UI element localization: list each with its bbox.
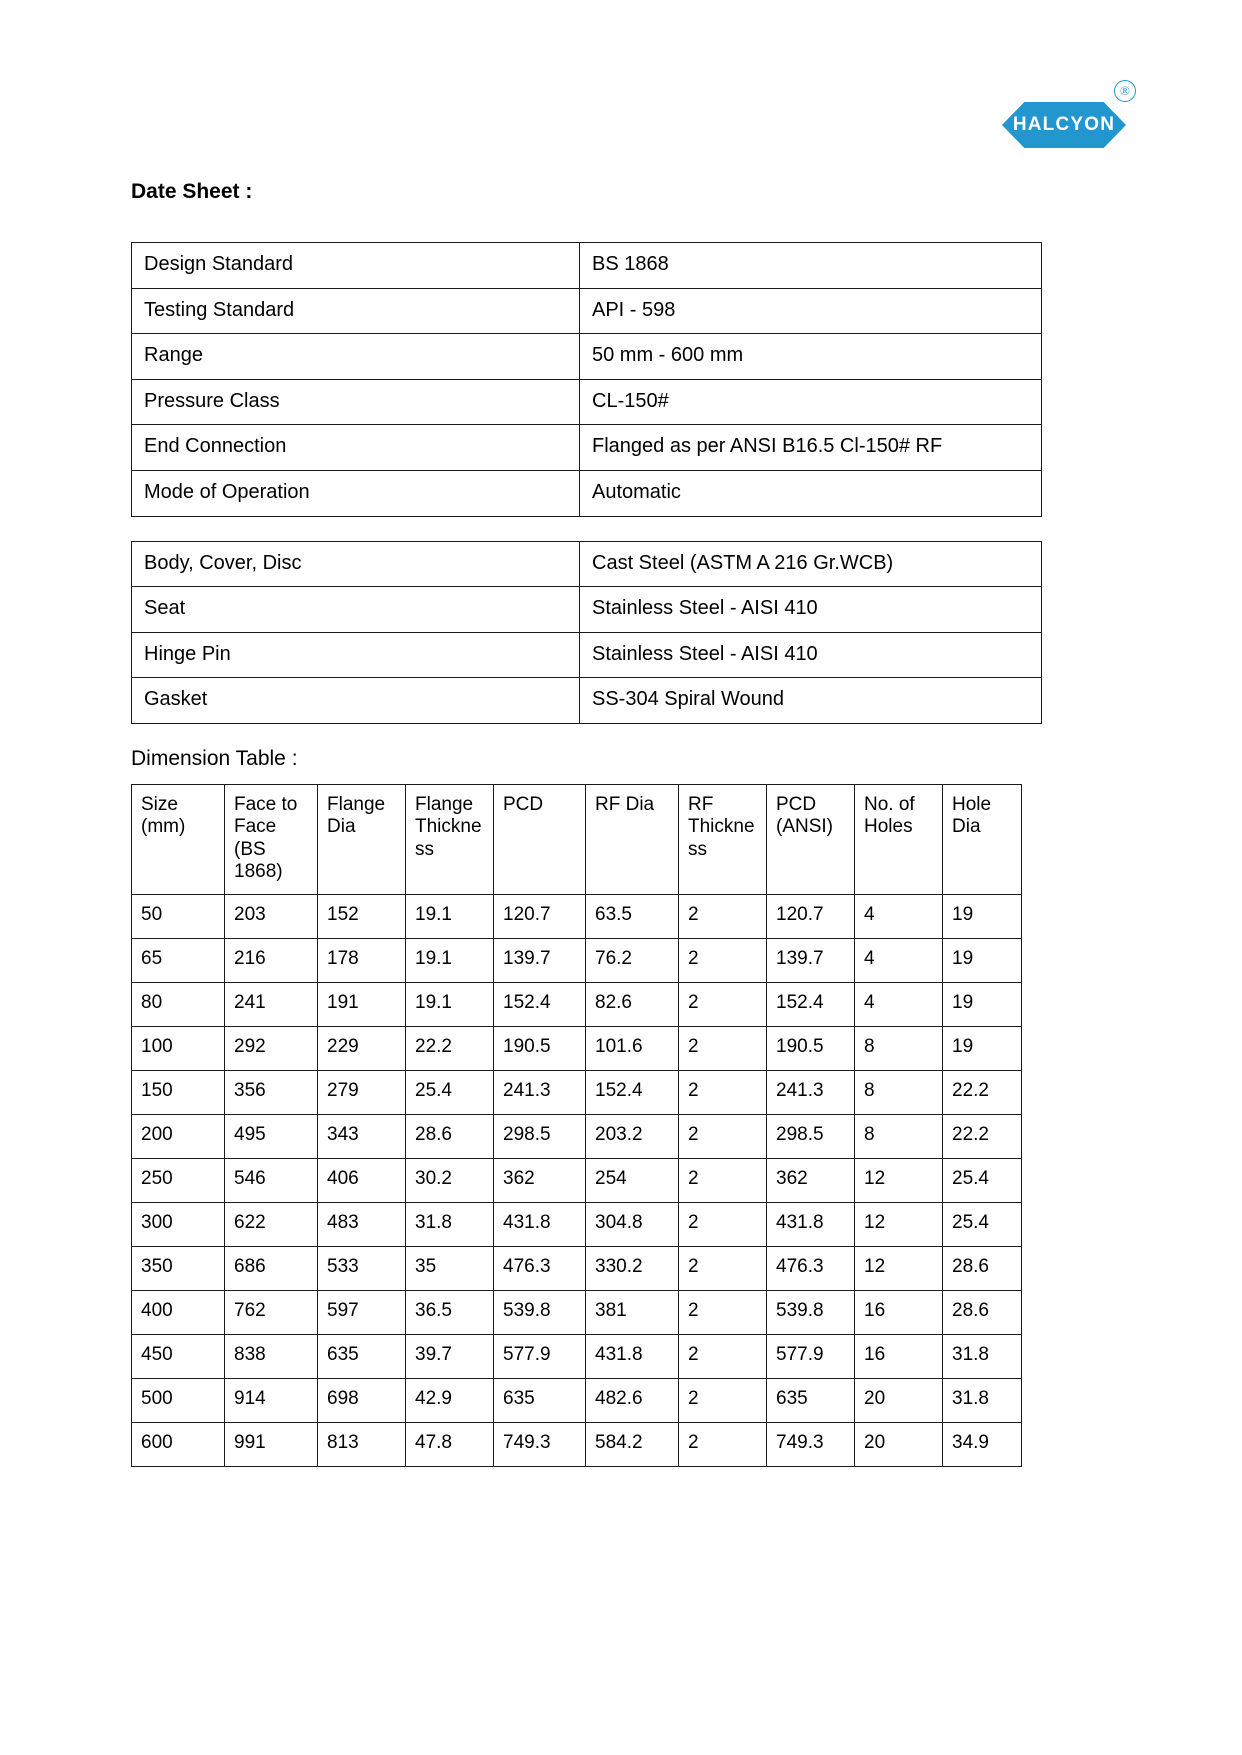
cell-size: 500 (132, 1378, 225, 1422)
cell-pcd-ansi: 539.8 (767, 1290, 855, 1334)
cell-pcd-ansi: 476.3 (767, 1246, 855, 1290)
spec-key: End Connection (132, 425, 580, 471)
table-row (132, 1378, 1022, 1422)
table-row (132, 541, 1042, 587)
spec-value: BS 1868 (580, 243, 1042, 289)
cell-hole-dia: 19 (943, 1026, 1022, 1070)
cell-face-to-face: 686 (225, 1246, 318, 1290)
column-header-size: Size (mm) (132, 784, 225, 894)
cell-flange-dia: 597 (318, 1290, 406, 1334)
cell-rf-thickness: 2 (679, 938, 767, 982)
cell-rf-thickness: 2 (679, 894, 767, 938)
cell-rf-thickness: 2 (679, 1246, 767, 1290)
cell-no-of-holes: 4 (855, 982, 943, 1026)
cell-face-to-face: 762 (225, 1290, 318, 1334)
cell-size: 300 (132, 1202, 225, 1246)
table-header-row (132, 784, 1022, 894)
cell-flange-dia: 229 (318, 1026, 406, 1070)
cell-no-of-holes: 20 (855, 1422, 943, 1466)
cell-flange-dia: 343 (318, 1114, 406, 1158)
table-row (132, 425, 1042, 471)
cell-no-of-holes: 12 (855, 1158, 943, 1202)
column-header-pcd: PCD (494, 784, 586, 894)
cell-size: 200 (132, 1114, 225, 1158)
cell-flange-dia: 698 (318, 1378, 406, 1422)
cell-hole-dia: 19 (943, 938, 1022, 982)
cell-pcd: 139.7 (494, 938, 586, 982)
cell-hole-dia: 28.6 (943, 1246, 1022, 1290)
table-row (132, 470, 1042, 516)
cell-flange-thickness: 19.1 (406, 894, 494, 938)
cell-pcd-ansi: 577.9 (767, 1334, 855, 1378)
material-key: Body, Cover, Disc (132, 541, 580, 587)
table-row (132, 1334, 1022, 1378)
cell-face-to-face: 838 (225, 1334, 318, 1378)
cell-flange-dia: 406 (318, 1158, 406, 1202)
cell-hole-dia: 25.4 (943, 1202, 1022, 1246)
cell-rf-dia: 203.2 (586, 1114, 679, 1158)
cell-rf-thickness: 2 (679, 1378, 767, 1422)
table-row (132, 587, 1042, 633)
material-key: Hinge Pin (132, 632, 580, 678)
column-header-rf-thickness: RF Thickness (679, 784, 767, 894)
cell-no-of-holes: 12 (855, 1202, 943, 1246)
cell-flange-thickness: 47.8 (406, 1422, 494, 1466)
cell-rf-dia: 82.6 (586, 982, 679, 1026)
cell-flange-thickness: 39.7 (406, 1334, 494, 1378)
cell-face-to-face: 292 (225, 1026, 318, 1070)
cell-hole-dia: 19 (943, 894, 1022, 938)
cell-rf-dia: 101.6 (586, 1026, 679, 1070)
cell-hole-dia: 31.8 (943, 1378, 1022, 1422)
cell-face-to-face: 495 (225, 1114, 318, 1158)
cell-rf-thickness: 2 (679, 1114, 767, 1158)
cell-rf-dia: 330.2 (586, 1246, 679, 1290)
registered-trademark-icon: ® (1114, 80, 1136, 102)
cell-pcd-ansi: 241.3 (767, 1070, 855, 1114)
column-header-face-to-face: Face to Face (BS 1868) (225, 784, 318, 894)
cell-pcd: 190.5 (494, 1026, 586, 1070)
table-row (132, 1070, 1022, 1114)
cell-flange-dia: 813 (318, 1422, 406, 1466)
cell-pcd-ansi: 298.5 (767, 1114, 855, 1158)
cell-size: 150 (132, 1070, 225, 1114)
cell-pcd: 152.4 (494, 982, 586, 1026)
spec-key: Pressure Class (132, 379, 580, 425)
cell-hole-dia: 19 (943, 982, 1022, 1026)
material-key: Gasket (132, 678, 580, 724)
cell-rf-dia: 254 (586, 1158, 679, 1202)
cell-rf-dia: 584.2 (586, 1422, 679, 1466)
cell-size: 600 (132, 1422, 225, 1466)
cell-rf-dia: 482.6 (586, 1378, 679, 1422)
cell-no-of-holes: 4 (855, 894, 943, 938)
table-row (132, 632, 1042, 678)
cell-no-of-holes: 8 (855, 1026, 943, 1070)
dimension-table-title: Dimension Table : (131, 746, 298, 770)
column-header-rf-dia: RF Dia (586, 784, 679, 894)
table-row (132, 1158, 1022, 1202)
column-header-pcd-ansi: PCD (ANSI) (767, 784, 855, 894)
cell-face-to-face: 991 (225, 1422, 318, 1466)
spec-key: Testing Standard (132, 288, 580, 334)
table-row (132, 1202, 1022, 1246)
cell-size: 65 (132, 938, 225, 982)
material-value: Stainless Steel - AISI 410 (580, 632, 1042, 678)
cell-rf-dia: 63.5 (586, 894, 679, 938)
cell-no-of-holes: 8 (855, 1070, 943, 1114)
cell-hole-dia: 31.8 (943, 1334, 1022, 1378)
cell-pcd: 476.3 (494, 1246, 586, 1290)
cell-no-of-holes: 8 (855, 1114, 943, 1158)
cell-face-to-face: 241 (225, 982, 318, 1026)
cell-rf-thickness: 2 (679, 1202, 767, 1246)
column-header-flange-thickness: Flange Thickness (406, 784, 494, 894)
cell-no-of-holes: 16 (855, 1290, 943, 1334)
cell-rf-dia: 152.4 (586, 1070, 679, 1114)
page-title: Date Sheet : (131, 180, 253, 203)
cell-rf-thickness: 2 (679, 1290, 767, 1334)
column-header-no-of-holes: No. of Holes (855, 784, 943, 894)
specification-table (131, 242, 1042, 517)
cell-pcd-ansi: 152.4 (767, 982, 855, 1026)
cell-rf-thickness: 2 (679, 1158, 767, 1202)
cell-flange-dia: 635 (318, 1334, 406, 1378)
cell-face-to-face: 216 (225, 938, 318, 982)
cell-pcd: 431.8 (494, 1202, 586, 1246)
cell-flange-dia: 152 (318, 894, 406, 938)
cell-rf-dia: 431.8 (586, 1334, 679, 1378)
material-value: SS-304 Spiral Wound (580, 678, 1042, 724)
table-row (132, 334, 1042, 380)
cell-face-to-face: 622 (225, 1202, 318, 1246)
spec-value: Automatic (580, 470, 1042, 516)
cell-flange-thickness: 25.4 (406, 1070, 494, 1114)
table-row (132, 1290, 1022, 1334)
cell-size: 250 (132, 1158, 225, 1202)
specification-table-body (132, 243, 1042, 517)
cell-pcd: 120.7 (494, 894, 586, 938)
cell-flange-dia: 533 (318, 1246, 406, 1290)
cell-pcd-ansi: 120.7 (767, 894, 855, 938)
cell-size: 50 (132, 894, 225, 938)
table-row (132, 379, 1042, 425)
table-row (132, 1114, 1022, 1158)
table-row (132, 938, 1022, 982)
cell-no-of-holes: 4 (855, 938, 943, 982)
cell-hole-dia: 25.4 (943, 1158, 1022, 1202)
cell-rf-thickness: 2 (679, 1070, 767, 1114)
table-row (132, 894, 1022, 938)
table-row (132, 678, 1042, 724)
cell-flange-dia: 191 (318, 982, 406, 1026)
material-table-body (132, 541, 1042, 723)
cell-rf-dia: 304.8 (586, 1202, 679, 1246)
dimension-table (131, 784, 1022, 1467)
cell-pcd-ansi: 635 (767, 1378, 855, 1422)
cell-flange-dia: 279 (318, 1070, 406, 1114)
cell-no-of-holes: 20 (855, 1378, 943, 1422)
table-row (132, 1422, 1022, 1466)
cell-flange-dia: 483 (318, 1202, 406, 1246)
cell-flange-thickness: 36.5 (406, 1290, 494, 1334)
spec-key: Range (132, 334, 580, 380)
table-row (132, 288, 1042, 334)
cell-hole-dia: 22.2 (943, 1114, 1022, 1158)
spec-key: Mode of Operation (132, 470, 580, 516)
spec-value: CL-150# (580, 379, 1042, 425)
table-row (132, 1246, 1022, 1290)
cell-size: 100 (132, 1026, 225, 1070)
cell-rf-thickness: 2 (679, 1334, 767, 1378)
cell-hole-dia: 22.2 (943, 1070, 1022, 1114)
cell-hole-dia: 28.6 (943, 1290, 1022, 1334)
cell-rf-thickness: 2 (679, 1026, 767, 1070)
material-value: Cast Steel (ASTM A 216 Gr.WCB) (580, 541, 1042, 587)
cell-pcd: 362 (494, 1158, 586, 1202)
material-value: Stainless Steel - AISI 410 (580, 587, 1042, 633)
cell-rf-dia: 381 (586, 1290, 679, 1334)
cell-size: 450 (132, 1334, 225, 1378)
material-key: Seat (132, 587, 580, 633)
cell-flange-thickness: 28.6 (406, 1114, 494, 1158)
logo-brand-text: HALCYON (1012, 114, 1116, 135)
cell-pcd: 635 (494, 1378, 586, 1422)
material-table (131, 541, 1042, 724)
cell-rf-thickness: 2 (679, 982, 767, 1026)
cell-no-of-holes: 16 (855, 1334, 943, 1378)
cell-flange-thickness: 30.2 (406, 1158, 494, 1202)
table-row (132, 243, 1042, 289)
cell-face-to-face: 356 (225, 1070, 318, 1114)
cell-size: 80 (132, 982, 225, 1026)
dimension-table-head (132, 784, 1022, 894)
table-row (132, 1026, 1022, 1070)
cell-hole-dia: 34.9 (943, 1422, 1022, 1466)
spec-key: Design Standard (132, 243, 580, 289)
table-row (132, 982, 1022, 1026)
cell-rf-thickness: 2 (679, 1422, 767, 1466)
cell-size: 400 (132, 1290, 225, 1334)
cell-pcd-ansi: 190.5 (767, 1026, 855, 1070)
cell-size: 350 (132, 1246, 225, 1290)
cell-no-of-holes: 12 (855, 1246, 943, 1290)
cell-flange-thickness: 22.2 (406, 1026, 494, 1070)
cell-pcd-ansi: 139.7 (767, 938, 855, 982)
cell-pcd: 241.3 (494, 1070, 586, 1114)
column-header-hole-dia: Hole Dia (943, 784, 1022, 894)
cell-pcd-ansi: 431.8 (767, 1202, 855, 1246)
spec-value: API - 598 (580, 288, 1042, 334)
spec-value: 50 mm - 600 mm (580, 334, 1042, 380)
cell-rf-dia: 76.2 (586, 938, 679, 982)
column-header-flange-dia: Flange Dia (318, 784, 406, 894)
cell-pcd-ansi: 362 (767, 1158, 855, 1202)
cell-face-to-face: 203 (225, 894, 318, 938)
dimension-table-body (132, 894, 1022, 1466)
cell-flange-thickness: 42.9 (406, 1378, 494, 1422)
cell-pcd: 539.8 (494, 1290, 586, 1334)
cell-face-to-face: 914 (225, 1378, 318, 1422)
cell-pcd-ansi: 749.3 (767, 1422, 855, 1466)
cell-pcd: 749.3 (494, 1422, 586, 1466)
document-body (131, 0, 1041, 1467)
cell-flange-dia: 178 (318, 938, 406, 982)
cell-pcd: 577.9 (494, 1334, 586, 1378)
cell-flange-thickness: 19.1 (406, 938, 494, 982)
cell-flange-thickness: 31.8 (406, 1202, 494, 1246)
cell-face-to-face: 546 (225, 1158, 318, 1202)
cell-flange-thickness: 35 (406, 1246, 494, 1290)
spec-value: Flanged as per ANSI B16.5 Cl-150# RF (580, 425, 1042, 471)
cell-flange-thickness: 19.1 (406, 982, 494, 1026)
cell-pcd: 298.5 (494, 1114, 586, 1158)
